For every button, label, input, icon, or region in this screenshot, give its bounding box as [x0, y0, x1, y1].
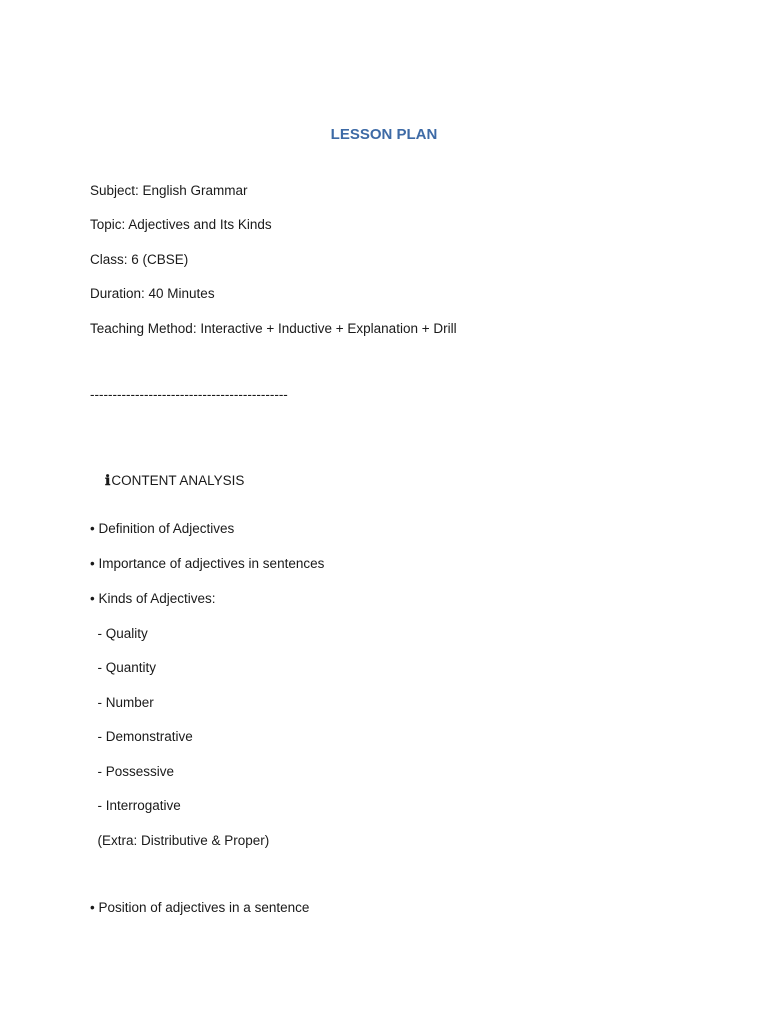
- info-icon: ℹ: [105, 473, 111, 489]
- sub-list-item: - Quality: [90, 626, 148, 641]
- teaching-method-field: Teaching Method: Interactive + Inductive + Explanation + Drill: [90, 321, 457, 336]
- sub-list-item: - Interrogative: [90, 798, 181, 813]
- list-item: • Importance of adjectives in sentences: [90, 556, 325, 571]
- list-item: • Position of adjectives in a sentence: [90, 900, 310, 915]
- section-heading: [90, 454, 244, 508]
- extra-note: (Extra: Distributive & Proper): [90, 833, 270, 848]
- page-title: LESSON PLAN: [330, 126, 438, 143]
- divider: --------------------------------------------: [90, 387, 288, 402]
- sub-list-item: - Demonstrative: [90, 729, 193, 744]
- sub-list-item: - Quantity: [90, 660, 157, 675]
- topic-field: Topic: Adjectives and Its Kinds: [90, 217, 272, 232]
- list-item: • Kinds of Adjectives:: [90, 591, 216, 606]
- class-field: Class: 6 (CBSE): [90, 252, 189, 267]
- section-heading-label: CONTENT ANALYSIS: [111, 473, 245, 488]
- duration-field: Duration: 40 Minutes: [90, 286, 215, 301]
- sub-list-item: - Possessive: [90, 764, 175, 779]
- list-item: • Definition of Adjectives: [90, 521, 235, 536]
- subject-field: Subject: English Grammar: [90, 183, 248, 198]
- sub-list-item: - Number: [90, 695, 154, 710]
